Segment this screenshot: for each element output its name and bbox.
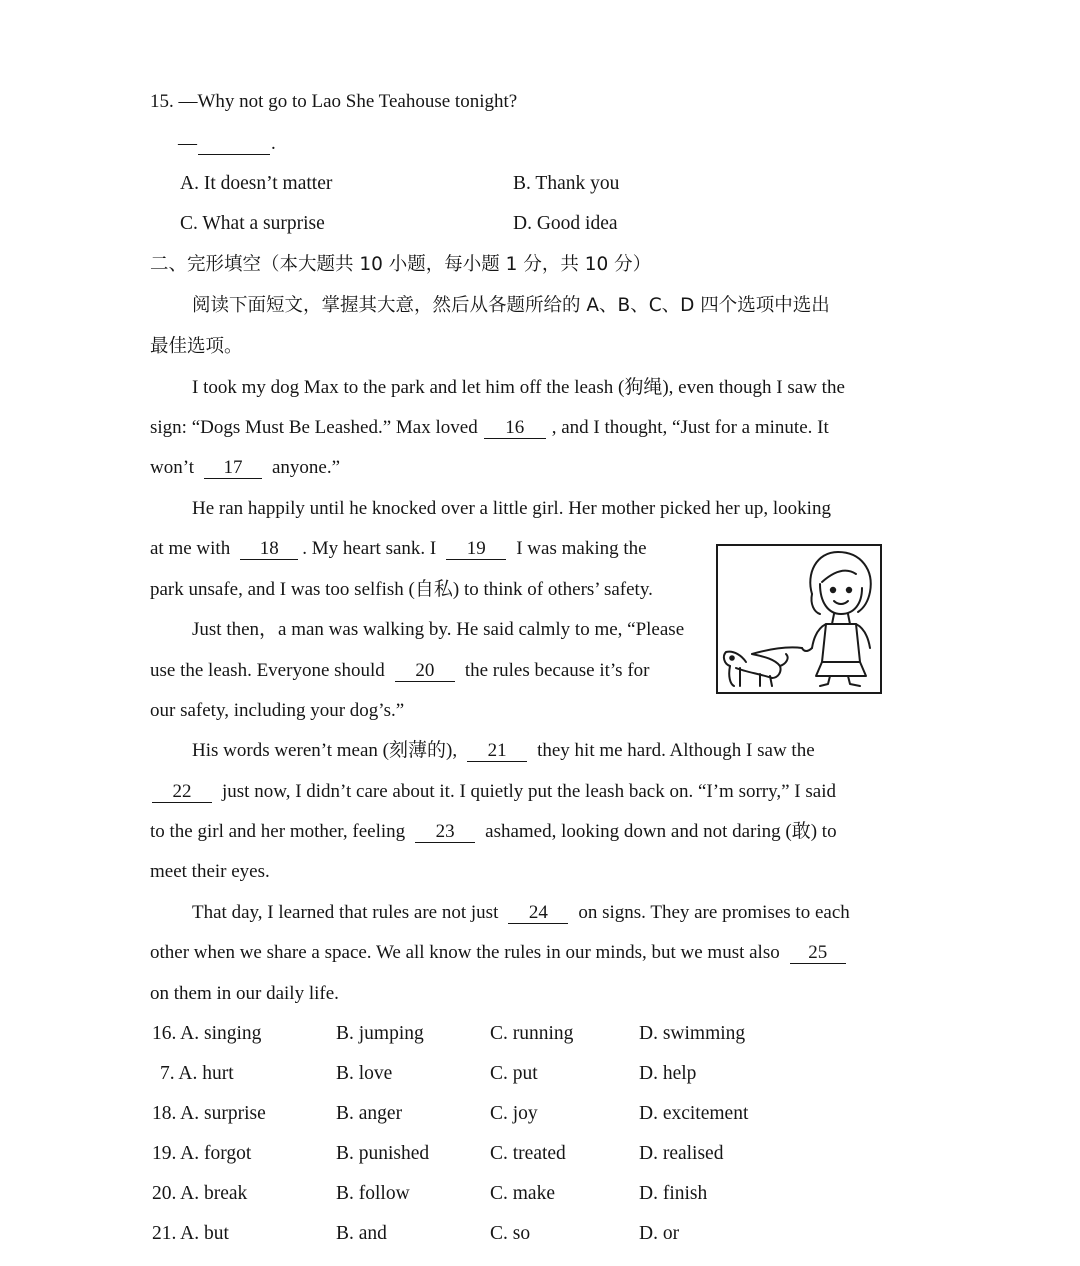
section-instruction-line-1: 阅读下面短文，掌握其大意，然后从各题所给的 A、B、C、D 四个选项中选出 xyxy=(192,295,830,316)
text-segment: just now, I didn’t care about it. I quietly put the leash back on. “I’m sorry,” I said xyxy=(222,781,836,802)
blank-24: 24 xyxy=(508,903,568,924)
question-15-option-d: D. Good idea xyxy=(513,213,618,234)
passage-p2-line-2 xyxy=(150,537,647,561)
text-segment: to the girl and her mother, feeling xyxy=(150,821,406,842)
text-segment: use the leash. Everyone should xyxy=(150,660,385,681)
text-segment: the rules because it’s for xyxy=(464,660,650,681)
passage-p1-line-2 xyxy=(150,416,829,440)
question-15-stem: 15. —Why not go to Lao She Teahouse tonight? xyxy=(150,91,518,112)
blank-23: 23 xyxy=(415,822,475,843)
option-17-b: B. love xyxy=(336,1063,393,1084)
option-21-b: B. and xyxy=(336,1223,387,1244)
question-15-option-c: C. What a surprise xyxy=(180,213,325,234)
passage-p4-line-1 xyxy=(192,739,815,763)
text-segment: . My heart sank. I xyxy=(302,538,437,559)
answer-dash: — xyxy=(178,133,197,154)
girl-walking-dog-illustration xyxy=(716,544,882,694)
blank-20: 20 xyxy=(395,661,455,682)
blank-25: 25 xyxy=(790,943,846,964)
blank-21: 21 xyxy=(467,741,527,762)
option-18-a: 18. A. surprise xyxy=(152,1103,266,1124)
passage-p4-line-3 xyxy=(150,820,837,844)
option-20-b: B. follow xyxy=(336,1183,410,1204)
text-segment: they hit me hard. Although I saw the xyxy=(537,740,815,761)
question-15-answer-line xyxy=(178,132,276,156)
text-segment: other when we share a space. We all know the rules in our minds, but we must also xyxy=(150,942,780,963)
passage-p5-line-1 xyxy=(192,901,850,925)
passage-p2-line-3: park unsafe, and I was too selfish (自私) to think of others’ safety. xyxy=(150,579,653,600)
passage-p1-line-3 xyxy=(150,456,340,480)
text-segment: anyone.” xyxy=(271,457,341,478)
text-segment: on signs. They are promises to each xyxy=(578,902,850,923)
passage-p2-line-1: He ran happily until he knocked over a little girl. Her mother picked her up, looking xyxy=(192,498,831,519)
passage-p3-line-2 xyxy=(150,659,649,683)
blank-18: 18 xyxy=(240,539,298,560)
passage-p4-line-4: meet their eyes. xyxy=(150,861,270,882)
option-18-c: C. joy xyxy=(490,1103,538,1124)
option-19-d: D. realised xyxy=(639,1143,724,1164)
option-16-b: B. jumping xyxy=(336,1023,424,1044)
option-17-a: 7. A. hurt xyxy=(160,1063,234,1084)
passage-p5-line-2 xyxy=(150,941,846,965)
question-15-option-b: B. Thank you xyxy=(513,173,620,194)
text-segment: His words weren’t mean (刻薄的), xyxy=(192,740,458,761)
text-segment: That day, I learned that rules are not just xyxy=(192,902,499,923)
question-15-option-a: A. It doesn’t matter xyxy=(180,173,333,194)
option-20-c: C. make xyxy=(490,1183,555,1204)
section-heading: 二、完形填空（本大题共 10 小题，每小题 1 分，共 10 分） xyxy=(150,254,652,275)
passage-p5-line-3: on them in our daily life. xyxy=(150,983,339,1004)
option-19-a: 19. A. forgot xyxy=(152,1143,252,1164)
option-18-d: D. excitement xyxy=(639,1103,749,1124)
text-segment: , and I thought, “Just for a minute. It xyxy=(551,417,829,438)
passage-p1-line-1: I took my dog Max to the park and let him off the leash (狗绳), even though I saw the xyxy=(192,377,845,398)
passage-p4-line-2 xyxy=(150,780,836,804)
passage-p3-line-3: our safety, including your dog’s.” xyxy=(150,700,405,721)
option-18-b: B. anger xyxy=(336,1103,403,1124)
blank-17: 17 xyxy=(204,458,262,479)
answer-period: . xyxy=(271,133,276,154)
text-segment: at me with xyxy=(150,538,231,559)
text-segment: sign: “Dogs Must Be Leashed.” Max loved xyxy=(150,417,478,438)
option-17-c: C. put xyxy=(490,1063,538,1084)
text-segment: I was making the xyxy=(516,538,647,559)
option-17-d: D. help xyxy=(639,1063,697,1084)
text-segment: won’t xyxy=(150,457,194,478)
blank-22: 22 xyxy=(152,782,212,803)
option-21-d: D. or xyxy=(639,1223,680,1244)
blank-19: 19 xyxy=(446,539,506,560)
option-16-d: D. swimming xyxy=(639,1023,746,1044)
section-instruction-line-2: 最佳选项。 xyxy=(150,336,243,357)
option-19-b: B. punished xyxy=(336,1143,430,1164)
answer-blank xyxy=(198,134,270,155)
passage-p3-line-1: Just then，a man was walking by. He said calmly to me, “Please xyxy=(192,619,685,640)
text-segment: ashamed, looking down and not daring (敢) to xyxy=(485,821,837,842)
option-20-d: D. finish xyxy=(639,1183,708,1204)
option-20-a: 20. A. break xyxy=(152,1183,248,1204)
blank-16: 16 xyxy=(484,418,546,439)
option-19-c: C. treated xyxy=(490,1143,566,1164)
option-21-c: C. so xyxy=(490,1223,531,1244)
option-21-a: 21. A. but xyxy=(152,1223,229,1244)
option-16-a: 16. A. singing xyxy=(152,1023,262,1044)
option-16-c: C. running xyxy=(490,1023,574,1044)
